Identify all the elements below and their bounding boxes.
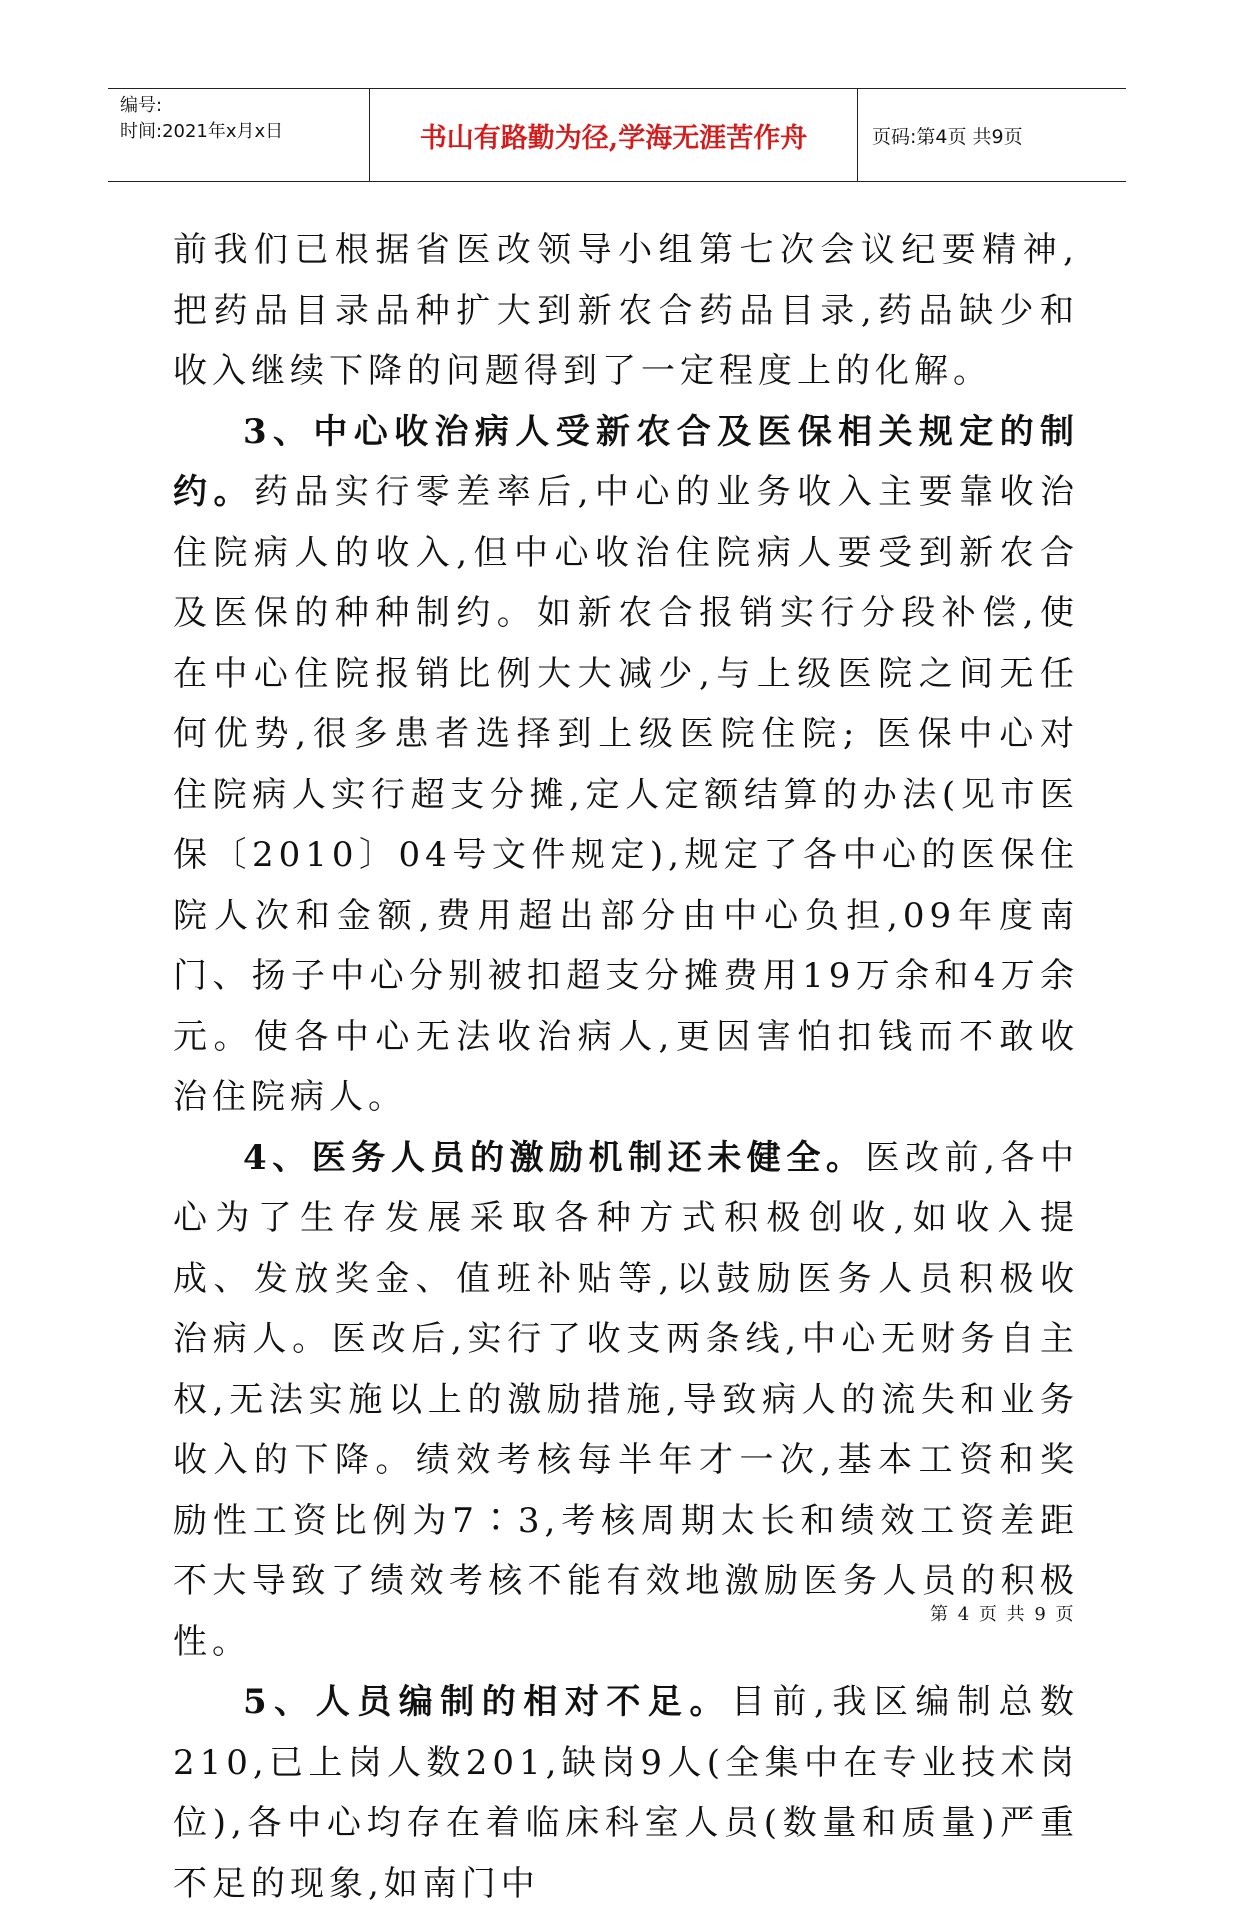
paragraph-text: 目前,我区编制总数210,已上岗人数201,缺岗9人(全集中在专业技术岗位),各中心均存在着临床科室人员(数量和质量)严重不足的现象,如南门中 — [173, 1682, 1079, 1904]
paragraph-item-5 — [173, 1672, 1079, 1914]
page-footer: 第 4 页 共 9 页 — [930, 1604, 1076, 1625]
header-meta — [108, 89, 370, 181]
document-number-label: 编号: — [120, 95, 163, 116]
document-body — [173, 220, 1079, 1914]
header-page-number: 页码:第4页 共9页 — [872, 125, 1023, 148]
paragraph-text: 药品实行零差率后,中心的业务收入主要靠收治住院病人的收入,但中心收治住院病人要受到新农合及医保的种种制约。如新农合报销实行分段补偿,使在中心住院报销比例大大减少,与上级医院之间无任何优势,很多患者选择到上级医院住院; 医保中心对住院病人实行超支分摊,定人定额结算的办法(见市医保〔2010〕04号文件规定),规定了各中心的医保住院人次和金额,费用超出部分由中心负担,09年度南门、扬子中心分别被扣超支分摊费用19万余和4万余元。使各中心无法收治病人,更因害怕扣钱而不敢收治住院病人。 — [173, 472, 1080, 1117]
paragraph-heading: 5、人员编制的相对不足。 — [243, 1682, 731, 1722]
document-time-label: 时间:2021年x月x日 — [120, 121, 284, 142]
paragraph-heading: 4、医务人员的激励机制还未健全。 — [243, 1137, 866, 1178]
paragraph-continuation — [173, 220, 1079, 402]
page-header — [108, 88, 1126, 182]
paragraph-item-3 — [173, 402, 1079, 1128]
header-motto: 书山有路勤为径,学海无涯苦作舟 — [370, 89, 858, 181]
paragraph-text: 前我们已根据省医改领导小组第七次会议纪要精神,把药品目录品种扩大到新农合药品目录,药品缺少和收入继续下降的问题得到了一定程度上的化解。 — [173, 230, 1079, 391]
paragraph-heading: 3、中心收治病人受新农合及医保相关规定的制约。 — [173, 411, 1079, 512]
paragraph-text: 医改前,各中心为了生存发展采取各种方式积极创收,如收入提成、发放奖金、值班补贴等,以鼓励医务人员积极收治病人。医改后,实行了收支两条线,中心无财务自主权,无法实施以上的激励措施,导致病人的流失和业务收入的下降。绩效考核每半年才一次,基本工资和奖励性工资比例为7∶3,考核周期太长和绩效工资差距不大导致了绩效考核不能有效地激励医务人员的积极性。 — [173, 1137, 1080, 1662]
paragraph-item-4 — [173, 1128, 1079, 1673]
